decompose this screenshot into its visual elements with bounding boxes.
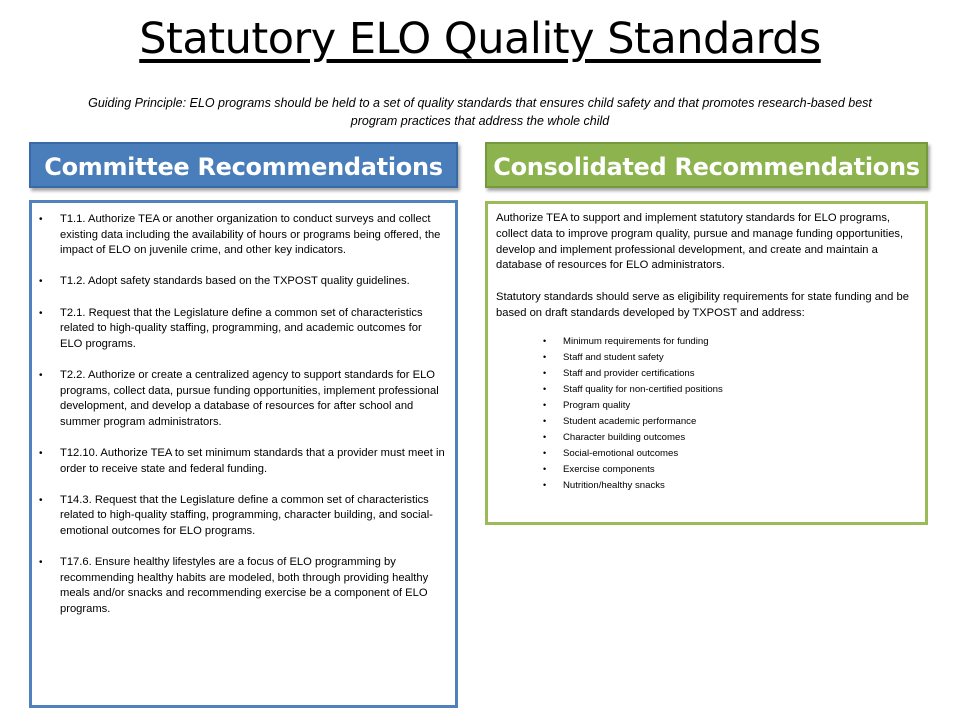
list-item: • Character building outcomes xyxy=(563,430,915,446)
list-item: • T17.6. Ensure healthy lifestyles are a focus of ELO programming by recommending healthy habits are modeled, both through providing healthy meals and/or snacks and recommending exercise be a component of ELO programs. xyxy=(60,555,445,617)
list-item: • Staff and student safety xyxy=(563,350,915,366)
page-title: Statutory ELO Quality Standards xyxy=(139,14,821,64)
list-item: • Program quality xyxy=(563,398,915,414)
list-item: • T2.1. Request that the Legislature define a common set of characteristics related to high-quality staffing, programming, and academic outcomes for ELO programs. xyxy=(60,306,445,353)
consolidated-paragraph: Authorize TEA to support and implement statutory standards for ELO programs, collect data to improve program quality, pursue and manage funding opportunities, develop and implement professional development, and create and maintain a database of resources for ELO administrators. xyxy=(496,212,904,272)
consolidated-paragraph: Statutory standards should serve as eligibility requirements for state funding and be based on draft standards developed by TXPOST and address: xyxy=(496,290,909,319)
list-item: • Social-emotional outcomes xyxy=(563,446,915,462)
consolidated-header: Consolidated Recommendations xyxy=(485,142,928,188)
consolidated-box xyxy=(485,201,928,525)
list-item: • Minimum requirements for funding xyxy=(563,334,915,350)
list-item: • Exercise components xyxy=(563,462,915,478)
committee-list xyxy=(36,212,445,617)
list-item: • T1.2. Adopt safety standards based on the TXPOST quality guidelines. xyxy=(60,274,445,290)
standards-list xyxy=(496,334,915,493)
list-item: • T14.3. Request that the Legislature define a common set of characteristics related to high-quality staffing, programming, character building, and social-emotional outcomes for ELO programs. xyxy=(60,493,445,540)
list-item: • Nutrition/healthy snacks xyxy=(563,478,915,494)
list-item: • T1.1. Authorize TEA or another organization to conduct surveys and collect existing data including the availability of hours or programs being offered, the impact of ELO on juvenile crime, and other key indicators. xyxy=(60,212,445,259)
committee-box xyxy=(29,200,458,708)
list-item: • Staff and provider certifications xyxy=(563,366,915,382)
list-item: • Student academic performance xyxy=(563,414,915,430)
list-item: • T12.10. Authorize TEA to set minimum standards that a provider must meet in order to receive state and federal funding. xyxy=(60,446,445,477)
committee-header: Committee Recommendations xyxy=(29,142,458,188)
list-item: • T2.2. Authorize or create a centralized agency to support standards for ELO programs, collect data, pursue funding opportunities, implement professional development, and develop a database of resources for after school and summer program administrators. xyxy=(60,368,445,430)
guiding-principle: Guiding Principle: ELO programs should be held to a set of quality standards that ensures child safety and that promotes research-based best program practices that address the whole child xyxy=(88,96,872,128)
list-item: • Staff quality for non-certified positions xyxy=(563,382,915,398)
